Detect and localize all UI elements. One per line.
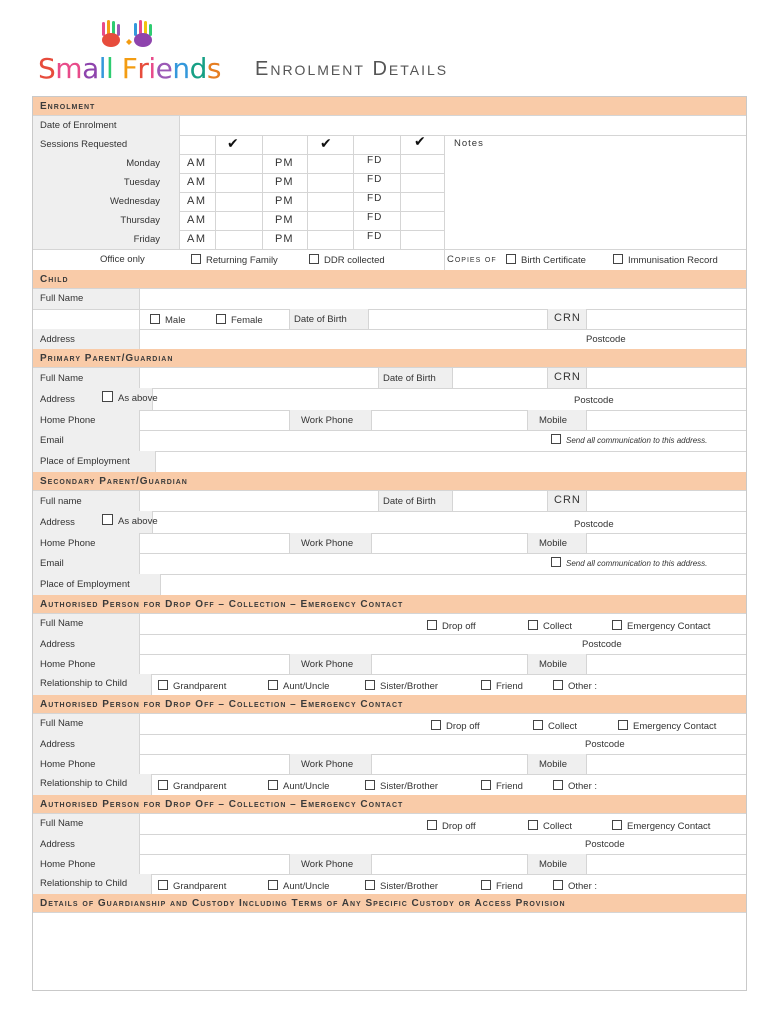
am-cell[interactable] [216, 192, 262, 211]
primary-as-above-checkbox[interactable]: As above [102, 391, 158, 404]
fd-tick-icon: ✔ [414, 133, 426, 149]
child-address-row [33, 329, 746, 350]
auth-full-name-label: Full Name [40, 818, 84, 829]
emergency-contact-checkbox[interactable]: Emergency Contact [618, 720, 716, 732]
am-label: AM [187, 176, 207, 188]
office-only-label: Office only [100, 254, 145, 265]
logo [38, 20, 248, 90]
ddr-collected-checkbox[interactable]: DDR collected [309, 254, 385, 266]
primary-postcode-label: Postcode [574, 395, 614, 406]
auth-address-row [33, 634, 746, 655]
fd-label: FD [367, 174, 383, 185]
am-label: AM [187, 195, 207, 207]
immunisation-record-checkbox[interactable]: Immunisation Record [613, 254, 718, 266]
collect-checkbox[interactable]: Collect [528, 620, 572, 632]
sister-brother-checkbox[interactable]: Sister/Brother [365, 880, 438, 892]
primary-email-label: Email [40, 435, 64, 446]
auth-postcode-label: Postcode [582, 639, 622, 650]
section-authorised-2: Authorised Person for Drop Off – Collection – Emergency Contact [33, 695, 746, 714]
custody-details-field[interactable] [33, 913, 746, 989]
am-label: AM [187, 214, 207, 226]
emergency-contact-checkbox[interactable]: Emergency Contact [612, 820, 710, 832]
friend-checkbox[interactable]: Friend [481, 880, 523, 892]
child-postcode-label: Postcode [586, 334, 626, 345]
day-label: Tuesday [123, 177, 160, 188]
other-checkbox[interactable]: Other : [553, 680, 597, 692]
auth-phone-row [33, 654, 746, 675]
fd-label: FD [367, 212, 383, 223]
section-primary-parent: Primary Parent/Guardian [33, 349, 746, 368]
other-checkbox[interactable]: Other : [553, 880, 597, 892]
auth-address-label: Address [40, 739, 75, 750]
secondary-address-label: Address [40, 517, 75, 528]
auth-phone-row [33, 854, 746, 875]
office-only-row [33, 249, 746, 271]
auth-work-phone-label: Work Phone [301, 659, 354, 670]
am-cell[interactable] [216, 211, 262, 230]
primary-email-row [33, 430, 746, 452]
sister-brother-checkbox[interactable]: Sister/Brother [365, 680, 438, 692]
primary-mobile-label: Mobile [539, 415, 567, 426]
primary-full-name-label: Full Name [40, 373, 84, 384]
pm-label: PM [275, 176, 294, 188]
pm-label: PM [275, 214, 294, 226]
aunt-uncle-checkbox[interactable]: Aunt/Uncle [268, 680, 329, 692]
primary-employment-row [33, 451, 746, 473]
primary-home-phone-label: Home Phone [40, 415, 96, 426]
auth-relationship-row [33, 774, 746, 795]
auth-relationship-label: Relationship to Child [40, 778, 128, 789]
birth-certificate-checkbox[interactable]: Birth Certificate [506, 254, 586, 266]
grandparent-checkbox[interactable]: Grandparent [158, 880, 226, 892]
female-checkbox[interactable]: Female [216, 314, 263, 326]
day-label: Friday [133, 234, 160, 245]
secondary-phone-row [33, 533, 746, 554]
day-row-friday [33, 230, 746, 249]
auth-work-phone-label: Work Phone [301, 859, 354, 870]
secondary-address-row [33, 511, 746, 534]
primary-employment-label: Place of Employment [40, 456, 130, 467]
date-of-enrolment-label: Date of Enrolment [40, 120, 117, 131]
friend-checkbox[interactable]: Friend [481, 680, 523, 692]
auth-address-label: Address [40, 639, 75, 650]
auth-mobile-label: Mobile [539, 659, 567, 670]
primary-phone-row [33, 410, 746, 431]
secondary-as-above-checkbox[interactable]: As above [102, 514, 158, 527]
child-address-label: Address [40, 334, 75, 345]
primary-address-label: Address [40, 394, 75, 405]
logo-text: Small Friends [38, 52, 221, 85]
am-label: AM [187, 233, 207, 245]
auth-address-label: Address [40, 839, 75, 850]
auth-address-row [33, 734, 746, 755]
notes-label: Notes [454, 138, 484, 149]
primary-crn-label: CRN [554, 371, 581, 383]
pm-cell[interactable] [308, 211, 353, 230]
pm-label: PM [275, 233, 294, 245]
page-title: Enrolment Details [255, 58, 449, 80]
section-secondary-parent: Secondary Parent/Guardian [33, 472, 746, 491]
auth-relationship-label: Relationship to Child [40, 878, 128, 889]
drop-off-checkbox[interactable]: Drop off [431, 720, 480, 732]
pm-label: PM [275, 157, 294, 169]
am-label: AM [187, 157, 207, 169]
pm-label: PM [275, 195, 294, 207]
pm-cell[interactable] [308, 230, 353, 249]
fd-label: FD [367, 155, 383, 166]
day-row-wednesday [33, 192, 746, 212]
child-crn-label: CRN [554, 312, 581, 324]
auth-full-name-label: Full Name [40, 618, 84, 629]
fd-cell[interactable] [401, 154, 444, 173]
section-custody: Details of Guardianship and Custody Including Terms of Any Specific Custody or Access Provision [33, 894, 746, 913]
secondary-send-all-checkbox[interactable]: Send all communication to this address. [551, 557, 707, 568]
child-full-name-row [33, 289, 746, 310]
secondary-full-name-label: Full name [40, 496, 82, 507]
secondary-crn-label: CRN [554, 494, 581, 506]
auth-relationship-row [33, 674, 746, 695]
pm-cell[interactable] [308, 154, 353, 173]
date-of-enrolment-row [33, 116, 746, 136]
copies-of-label: Copies of [447, 254, 497, 265]
secondary-email-row [33, 553, 746, 575]
primary-work-phone-label: Work Phone [301, 415, 354, 426]
fd-label: FD [367, 231, 383, 242]
fd-cell[interactable] [401, 192, 444, 211]
section-enrolment: Enrolment [33, 97, 746, 116]
auth-work-phone-label: Work Phone [301, 759, 354, 770]
auth-mobile-label: Mobile [539, 859, 567, 870]
auth-name-row [33, 814, 746, 835]
sister-brother-checkbox[interactable]: Sister/Brother [365, 780, 438, 792]
day-row-monday [33, 154, 746, 174]
primary-send-all-checkbox[interactable]: Send all communication to this address. [551, 434, 707, 445]
child-dob-label: Date of Birth [294, 314, 347, 325]
auth-home-phone-label: Home Phone [40, 759, 96, 770]
drop-off-checkbox[interactable]: Drop off [427, 620, 476, 632]
drop-off-checkbox[interactable]: Drop off [427, 820, 476, 832]
secondary-employment-row [33, 574, 746, 596]
pm-tick-icon: ✔ [320, 135, 332, 151]
date-of-enrolment-field[interactable] [180, 116, 746, 135]
secondary-home-phone-label: Home Phone [40, 538, 96, 549]
primary-dob-label: Date of Birth [383, 373, 436, 384]
pm-cell[interactable] [308, 173, 353, 192]
fd-cell[interactable] [401, 230, 444, 249]
auth-name-row [33, 614, 746, 635]
auth-phone-row [33, 754, 746, 775]
secondary-email-label: Email [40, 558, 64, 569]
auth-relationship-label: Relationship to Child [40, 678, 128, 689]
friend-checkbox[interactable]: Friend [481, 780, 523, 792]
secondary-mobile-label: Mobile [539, 538, 567, 549]
collect-checkbox[interactable]: Collect [528, 820, 572, 832]
auth-address-row [33, 834, 746, 855]
auth-home-phone-label: Home Phone [40, 859, 96, 870]
hands-logo-icon [96, 20, 166, 54]
primary-name-row [33, 368, 746, 389]
secondary-work-phone-label: Work Phone [301, 538, 354, 549]
day-label: Thursday [120, 215, 160, 226]
fd-cell[interactable] [401, 211, 444, 230]
secondary-postcode-label: Postcode [574, 519, 614, 530]
am-tick-icon: ✔ [227, 135, 239, 151]
am-cell[interactable] [216, 230, 262, 249]
child-full-name-label: Full Name [40, 293, 84, 304]
day-label: Wednesday [110, 196, 160, 207]
sessions-label: Sessions Requested [40, 139, 128, 150]
child-gender-dob-row [33, 309, 746, 330]
aunt-uncle-checkbox[interactable]: Aunt/Uncle [268, 880, 329, 892]
auth-mobile-label: Mobile [539, 759, 567, 770]
enrolment-form [32, 96, 747, 991]
auth-home-phone-label: Home Phone [40, 659, 96, 670]
day-row-tuesday [33, 173, 746, 193]
auth-postcode-label: Postcode [585, 739, 625, 750]
male-checkbox[interactable]: Male [150, 314, 186, 326]
day-row-thursday [33, 211, 746, 231]
section-child: Child [33, 270, 746, 289]
secondary-employment-label: Place of Employment [40, 579, 130, 590]
section-authorised-1: Authorised Person for Drop Off – Collection – Emergency Contact [33, 595, 746, 614]
aunt-uncle-checkbox[interactable]: Aunt/Uncle [268, 780, 329, 792]
am-cell[interactable] [216, 173, 262, 192]
auth-full-name-label: Full Name [40, 718, 84, 729]
section-authorised-3: Authorised Person for Drop Off – Collection – Emergency Contact [33, 795, 746, 814]
auth-relationship-row [33, 874, 746, 895]
day-label: Monday [126, 158, 160, 169]
auth-name-row [33, 714, 746, 735]
grandparent-checkbox[interactable]: Grandparent [158, 780, 226, 792]
secondary-dob-label: Date of Birth [383, 496, 436, 507]
returning-family-checkbox[interactable]: Returning Family [191, 254, 278, 266]
am-cell[interactable] [216, 154, 262, 173]
primary-address-row [33, 388, 746, 411]
pm-cell[interactable] [308, 192, 353, 211]
fd-cell[interactable] [401, 173, 444, 192]
sessions-row [33, 135, 746, 155]
collect-checkbox[interactable]: Collect [533, 720, 577, 732]
secondary-name-row [33, 491, 746, 512]
auth-postcode-label: Postcode [585, 839, 625, 850]
fd-label: FD [367, 193, 383, 204]
other-checkbox[interactable]: Other : [553, 780, 597, 792]
grandparent-checkbox[interactable]: Grandparent [158, 680, 226, 692]
emergency-contact-checkbox[interactable]: Emergency Contact [612, 620, 710, 632]
